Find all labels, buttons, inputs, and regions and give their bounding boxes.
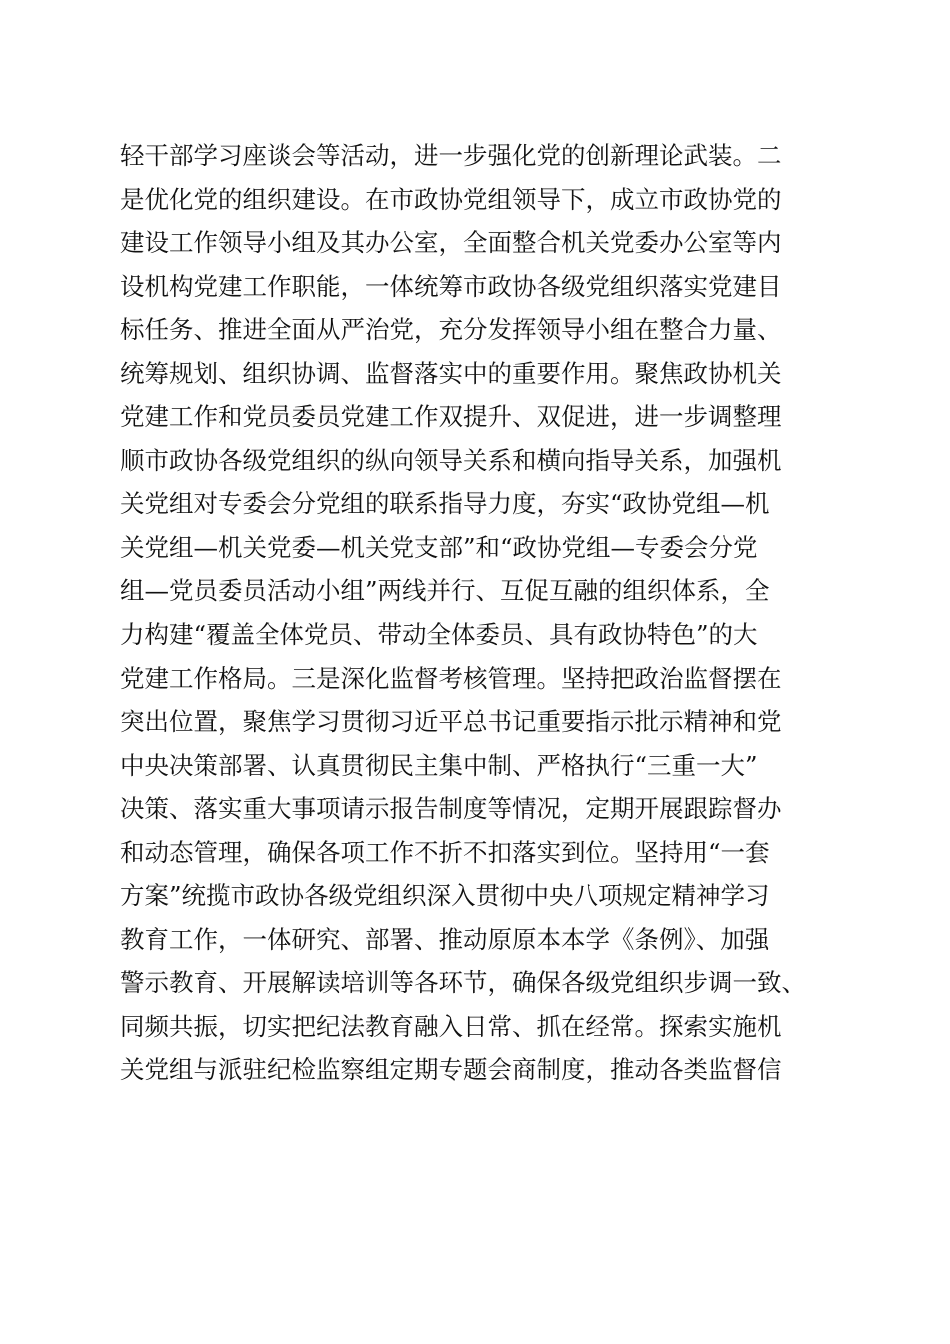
- text-line: 警示教育、开展解读培训等各环节，确保各级党组织步调一致、: [120, 968, 806, 998]
- text-line: 顺市政协各级党组织的纵向领导关系和横向指导关系，加强机: [120, 445, 782, 475]
- text-line: 力构建“覆盖全体党员、带动全体委员、具有政协特色”的大: [120, 620, 758, 650]
- text-line: 设机构党建工作职能，一体统筹市政协各级党组织落实党建目: [120, 271, 782, 301]
- text-line: 和动态管理，确保各项工作不折不扣落实到位。坚持用“一套: [120, 837, 770, 867]
- text-line: 党建工作和党员委员党建工作双提升、双促进，进一步调整理: [120, 402, 782, 432]
- text-line: 建设工作领导小组及其办公室，全面整合机关党委办公室等内: [120, 228, 782, 258]
- text-line: 关党组—机关党委—机关党支部”和“政协党组—专委会分党: [120, 532, 758, 562]
- text-line: 组—党员委员活动小组”两线并行、互促互融的组织体系，全: [120, 576, 770, 606]
- text-line: 标任务、推进全面从严治党，充分发挥领导小组在整合力量、: [120, 315, 782, 345]
- text-line: 同频共振，切实把纪法教育融入日常、抓在经常。探索实施机: [120, 1011, 782, 1041]
- text-line: 决策、落实重大事项请示报告制度等情况，定期开展跟踪督办: [120, 794, 782, 824]
- text-line: 突出位置，聚焦学习贯彻习近平总书记重要指示批示精神和党: [120, 707, 782, 737]
- text-line: 教育工作，一体研究、部署、推动原原本本学《条例》、加强: [120, 924, 770, 954]
- text-line: 方案”统揽市政协各级党组织深入贯彻中央八项规定精神学习: [120, 881, 770, 911]
- text-line: 关党组对专委会分党组的联系指导力度，夯实“政协党组—机: [120, 489, 770, 519]
- text-line: 党建工作格局。三是深化监督考核管理。坚持把政治监督摆在: [120, 663, 782, 693]
- text-line: 关党组与派驻纪检监察组定期专题会商制度，推动各类监督信: [120, 1055, 782, 1085]
- text-line: 是优化党的组织建设。在市政协党组领导下，成立市政协党的: [120, 184, 782, 214]
- text-line: 统筹规划、组织协调、监督落实中的重要作用。聚焦政协机关: [120, 358, 782, 388]
- body-text: [120, 134, 840, 1092]
- text-line: 轻干部学习座谈会等活动，进一步强化党的创新理论武装。二: [120, 141, 782, 170]
- text-line: 中央决策部署、认真贯彻民主集中制、严格执行“三重一大”: [120, 750, 758, 780]
